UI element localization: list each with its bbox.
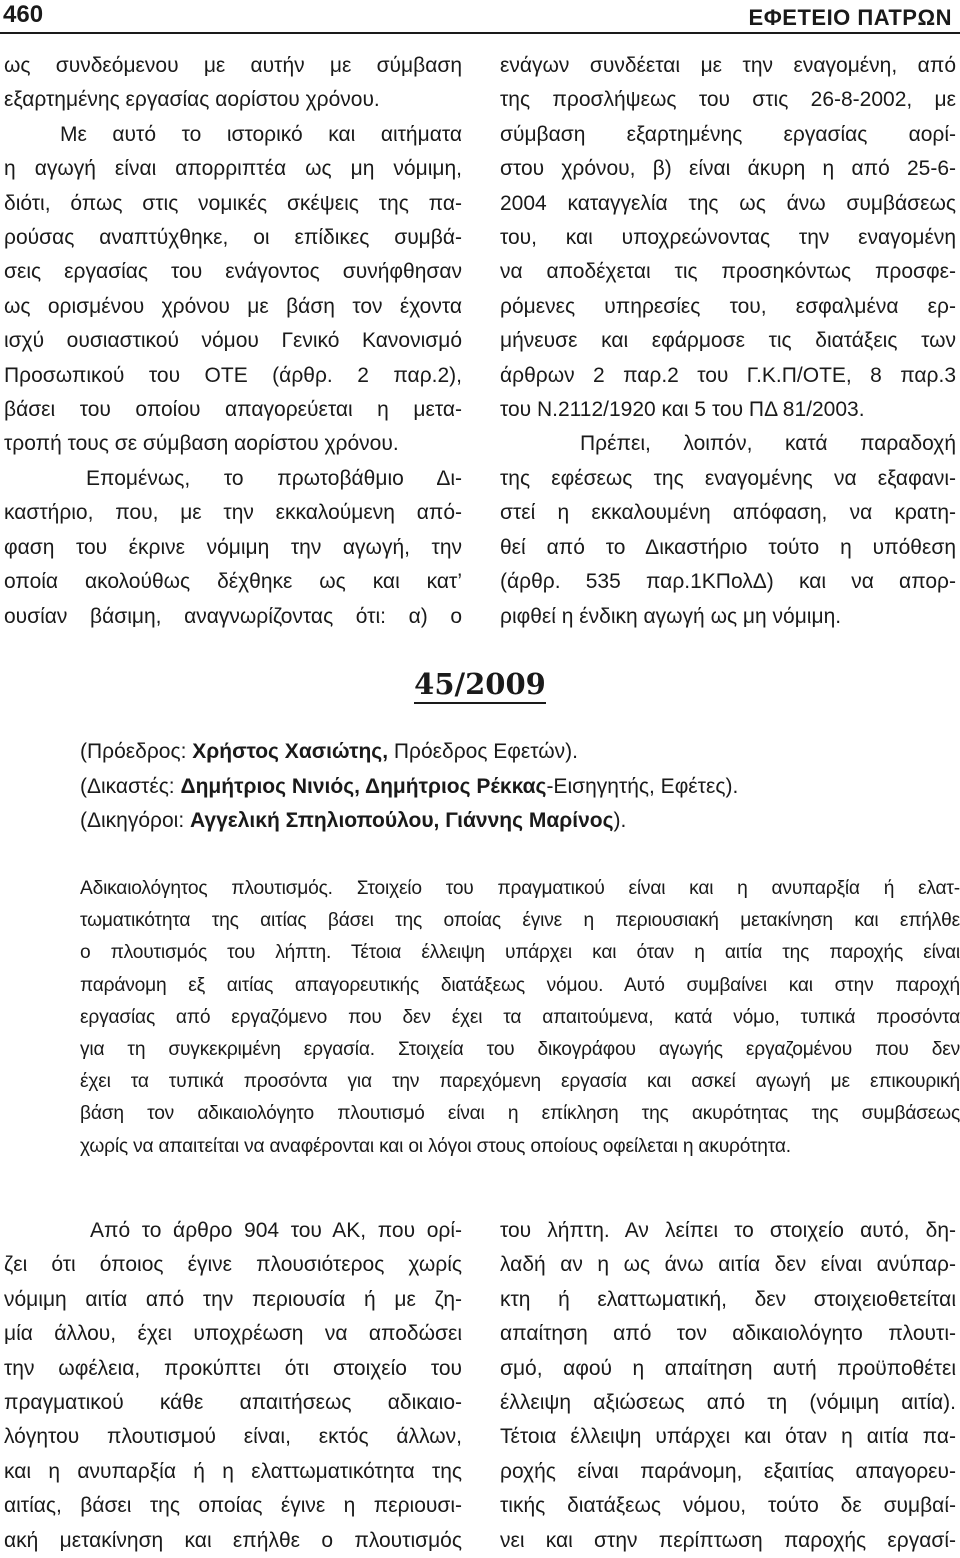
text-line: Από το άρθρο 904 του ΑΚ, που ορί- <box>90 1219 462 1242</box>
text-line: κτη ή ελαττωματική, δεν στοιχειοθετείται <box>500 1287 956 1311</box>
summary-line: εργασίας από εργαζόμενο που δεν έχει τα απαιτούμενα, κατά νόμο, τυπικά προσόντα <box>80 1006 960 1028</box>
text-line: σεις εργασίας του ενάγοντος συνήφθησαν <box>4 260 462 284</box>
text-line: καστήριο, που, με την εκκαλούμενη από- <box>4 501 462 525</box>
journal-title: ΕΦΕΤΕΙΟ ΠΑΤΡΩΝ <box>748 5 952 30</box>
text-line: νει και στην περίπτωση παροχής εργασί- <box>500 1528 956 1552</box>
case-summary <box>80 873 960 1163</box>
text-line: ενάγων συνδέεται με την εναγομένη, από <box>500 54 956 77</box>
text-line: βάσει του οποίου απαγορεύεται η μετα- <box>4 398 462 422</box>
lawyers-names: Αγγελική Σπηλιοπούλου, Γιάννης Μαρίνος <box>190 809 614 832</box>
text-line: ισχύ ουσιαστικού νόμου Γενικό Κανονισμό <box>4 329 462 353</box>
text-line: πραγματικού κάθε απαιτήσεως αδικαιο- <box>4 1391 462 1415</box>
case-number-text: 45/2009 <box>414 667 546 704</box>
judges-suffix: -Εισηγητής, Εφέτες). <box>546 774 739 798</box>
text-line: αιτίας, βάσει της οποίας έγινε η περιουσι- <box>4 1494 462 1518</box>
text-line: στεί η εκκαλουμένη απόφαση, να κρατη- <box>500 501 956 525</box>
summary-line: Αδικαιολόγητος πλουτισμός. Στοιχείο του πραγματικού είναι και η ανυπαρξία ή ελατ- <box>80 878 960 899</box>
text-line: Με αυτό το ιστορικό και αιτήματα <box>60 122 462 146</box>
court-president-line <box>80 735 940 770</box>
summary-line: χωρίς να απαιτείται να αναφέρονται και οι λόγοι στους οποίους οφείλεται η ακυρότητα. <box>80 1135 791 1157</box>
text-line: λαδή αν η ως άνω αιτία δεν είναι ανύπαρ- <box>500 1253 956 1277</box>
text-line: έλλειψη αξιώσεως από τη (νόμιμη αιτία). <box>500 1391 956 1415</box>
text-line: 2004 καταγγελία της ως άνω συμβάσεως <box>500 191 956 215</box>
text-line: τροπή τους σε σύμβαση αορίστου χρόνου. <box>4 432 399 456</box>
text-line: μήνευσε και εφάρμοσε τις διατάξεις των <box>500 329 956 353</box>
top-right-column <box>500 49 956 634</box>
summary-line: ο πλουτισμός του λήπτη. Τέτοια έλλειψη υπάρχει και όταν η αιτία της παροχής είναι <box>80 942 960 964</box>
president-prefix: (Πρόεδρος: <box>80 740 193 763</box>
text-line: να αποδέχεται τις προσηκόντως προσφε- <box>500 260 956 284</box>
text-line: και η ανυπαρξία ή η ελαττωματικότητα της <box>4 1459 462 1483</box>
text-line: η αγωγή είναι απορριπτέα ως μη νόμιμη, <box>4 157 462 181</box>
text-line: νόμιμη αιτία από την περιουσία ή με ζη- <box>4 1287 462 1311</box>
summary-line: τωματικότητα της αιτίας βάσει της οποίας έγινε η περιουσιακή μετακίνηση και επήλθε <box>80 910 960 932</box>
top-left-column <box>4 49 462 634</box>
text-line: του, και υποχρεώνοντας την εναγομένη <box>500 226 956 250</box>
president-suffix: Πρόεδρος Εφετών). <box>388 740 579 763</box>
text-line: λόγητου πλουτισμού είναι, εκτός άλλων, <box>4 1425 462 1449</box>
text-line: τικής διατάξεως νόμου, τούτο δε συμβαί- <box>500 1494 956 1518</box>
text-line: φαση του έκρινε νόμιμη την αγωγή, την <box>4 535 462 559</box>
bottom-left-column <box>4 1214 462 1558</box>
text-line: ροχής είναι παράνομη, εξαιτίας απαγορευ- <box>500 1459 956 1483</box>
text-line: της προσλήψεως του στις 26-8-2002, με <box>500 88 956 112</box>
court-lawyers-line <box>80 804 940 839</box>
text-line: Πρέπει, λοιπόν, κατά παραδοχή <box>580 432 956 456</box>
text-line: σμό, αφού η απαίτηση αυτή προϋποθέτει <box>500 1356 956 1380</box>
text-line: οποία ακολούθως δέχθηκε ως και κατ’ <box>4 570 462 594</box>
summary-line: παράνομη εξ αιτίας απαγορευτικής διατάξεως νόμου. Αυτό συμβαίνει και στην παροχή <box>80 974 960 996</box>
text-line: της εφέσεως της εναγομένης να εξαφανι- <box>500 466 956 490</box>
text-line: Επομένως, το πρωτοβάθμιο Δι- <box>86 466 462 490</box>
text-line: απαίτηση από τον αδικαιολόγητο πλουτι- <box>500 1322 956 1346</box>
text-line: θεί από το Δικαστήριο τούτο η υπόθεση <box>500 535 956 559</box>
text-line: Τέτοια έλλειψη υπάρχει και όταν η αιτία πα- <box>500 1425 956 1449</box>
text-line: ακή μετακίνηση και επήλθε ο πλουτισμός <box>4 1528 462 1552</box>
president-name: Χρήστος Χασιώτης, <box>192 740 389 763</box>
judges-names: Δημήτριος Νινιός, Δημήτριος Ρέκκας <box>180 774 547 798</box>
lawyers-prefix: (Δικηγόροι: <box>80 809 191 832</box>
text-line: του λήπτη. Αν λείπει το στοιχείο αυτό, δη- <box>500 1219 956 1242</box>
text-line: ως συνδεόμενου με αυτήν με σύμβαση <box>4 54 462 77</box>
header-rule <box>0 32 960 34</box>
text-line: Προσωπικού του ΟΤΕ (άρθρ. 2 παρ.2), <box>4 363 462 387</box>
text-line: την ωφέλεια, προκύπτει ότι στοιχείο του <box>4 1356 462 1380</box>
text-line: ρόμενες υπηρεσίες του, εσφαλμένα ερ- <box>500 294 956 318</box>
case-number <box>0 664 960 704</box>
summary-line: έχει τα τυπικά προσόντα για την παρεχόμενη εργασία και ασκεί αγωγή με επικουρική <box>80 1071 960 1093</box>
text-line: άρθρων 2 παρ.2 του Γ.Κ.Π/ΟΤΕ, 8 παρ.3 <box>500 363 956 387</box>
text-line: διότι, όπως στις νομικές σκέψεις της πα- <box>4 191 462 215</box>
text-line: εξαρτημένης εργασίας αορίστου χρόνου. <box>4 88 380 112</box>
summary-line: βάση τον αδικαιολόγητο πλουτισμό είναι η επίκληση της ακυρότητας της συμβάσεως <box>80 1103 960 1125</box>
text-line: (άρθρ. 535 παρ.1ΚΠολΔ) και να απορ- <box>500 570 956 594</box>
text-line: ως ορισμένου χρόνου με βάση τον έχοντα <box>4 294 462 318</box>
court-composition <box>80 735 940 839</box>
text-line: μία άλλου, έχει υποχρέωση να αποδώσει <box>4 1322 462 1346</box>
text-line: ζει ότι όποιος έγινε πλουσιότερος χωρίς <box>4 1253 462 1277</box>
text-line: στου χρόνου, β) είναι άκυρη η από 25-6- <box>500 157 956 181</box>
text-line: σύμβαση εξαρτημένης εργασίας αορί- <box>500 122 956 146</box>
summary-line: για τη συγκεκριμένη εργασία. Στοιχεία του δικογράφου αγωγής εργαζομένου που δεν <box>80 1039 960 1061</box>
text-line: ρούσας αναπτύχθηκε, οι επίδικες συμβά- <box>4 226 462 250</box>
lawyers-suffix: ). <box>613 809 627 832</box>
text-line: ουσίαν βάσιμη, αναγνωρίζοντας ότι: α) ο <box>4 604 462 628</box>
judges-prefix: (Δικαστές: <box>80 774 181 798</box>
court-judges-line <box>80 770 940 805</box>
text-line: ριφθεί η ένδικη αγωγή ως μη νόμιμη. <box>500 604 842 628</box>
text-line: του Ν.2112/1920 και 5 του ΠΔ 81/2003. <box>500 398 865 422</box>
page-number: 460 <box>3 1 44 28</box>
page-header <box>0 0 960 40</box>
bottom-right-column <box>500 1214 956 1558</box>
